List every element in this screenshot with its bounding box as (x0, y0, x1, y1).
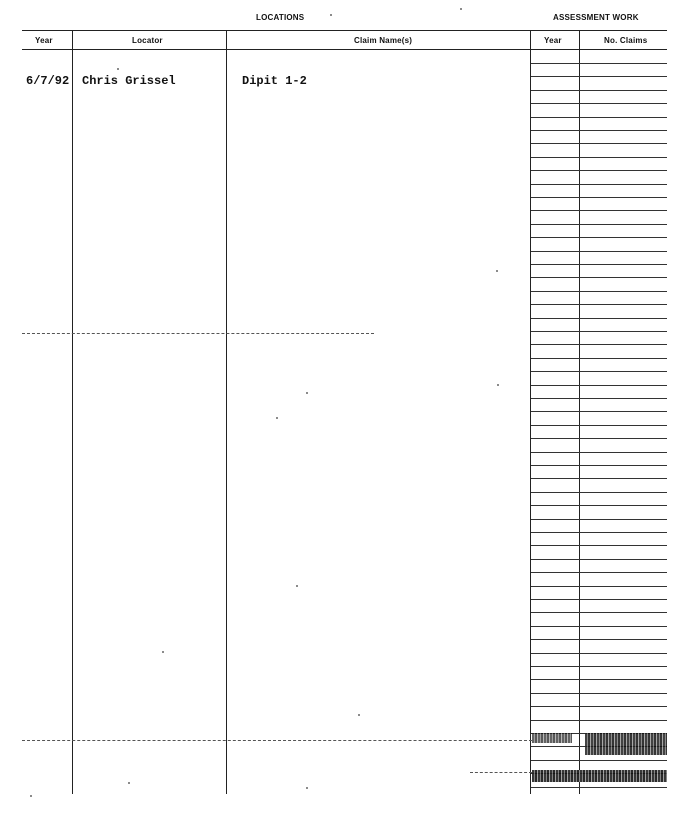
aw-rule-line (531, 693, 667, 694)
entry-locator: Chris Grissel (82, 74, 176, 88)
aw-rule-line (531, 599, 667, 600)
divider-year-locator (72, 30, 73, 794)
aw-rule-line (531, 572, 667, 573)
aw-rule-line (531, 103, 667, 104)
aw-rule-line (531, 626, 667, 627)
aw-rule-line (531, 224, 667, 225)
aw-rule-line (531, 505, 667, 506)
aw-rule-line (531, 679, 667, 680)
scan-speck (276, 417, 278, 419)
aw-rule-line (531, 117, 667, 118)
aw-rule-line (531, 519, 667, 520)
aw-rule-line (531, 170, 667, 171)
aw-rule-line (531, 358, 667, 359)
aw-rule-line (531, 197, 667, 198)
scan-speck (460, 8, 462, 10)
col-claim-names-header: Claim Name(s) (354, 36, 413, 45)
aw-rule-line (531, 532, 667, 533)
scan-speck (497, 384, 499, 386)
aw-rule-line (531, 264, 667, 265)
scan-smudge (585, 733, 667, 755)
aw-rule-line (531, 639, 667, 640)
aw-rule-line (531, 411, 667, 412)
scan-speck (358, 714, 360, 716)
aw-rule-line (531, 76, 667, 77)
col-aw-no-claims-header: No. Claims (604, 36, 648, 45)
scan-speck (162, 651, 164, 653)
scan-speck (330, 14, 332, 16)
aw-rule-line (531, 385, 667, 386)
entry-claim-name: Dipit 1-2 (242, 74, 307, 88)
aw-rule-line (531, 291, 667, 292)
dashed-separator-bottom (470, 772, 532, 773)
assessment-work-header: ASSESSMENT WORK (553, 13, 639, 22)
aw-rule-line (531, 787, 667, 788)
col-locator-header: Locator (132, 36, 163, 45)
scan-speck (496, 270, 498, 272)
entry-year: 6/7/92 (26, 74, 70, 88)
scan-speck (296, 585, 298, 587)
aw-rule-line (531, 559, 667, 560)
aw-rule-line (531, 304, 667, 305)
scan-speck (30, 795, 32, 797)
aw-rule-line (531, 438, 667, 439)
scan-smudge (532, 770, 667, 782)
aw-rule-line (531, 210, 667, 211)
aw-rule-line (531, 251, 667, 252)
aw-rule-line (531, 653, 667, 654)
aw-rule-line (531, 586, 667, 587)
scan-smudge (532, 733, 572, 743)
scan-speck (128, 782, 130, 784)
scan-speck (117, 68, 119, 70)
aw-rule-line (531, 612, 667, 613)
aw-rule-line (531, 465, 667, 466)
aw-rule-line (531, 157, 667, 158)
aw-rule-line (531, 344, 667, 345)
aw-rule-line (531, 760, 667, 761)
aw-rule-line (531, 184, 667, 185)
aw-rule-line (531, 331, 667, 332)
header-bottom-rule (22, 49, 667, 50)
dashed-separator-mid (22, 333, 374, 334)
aw-rule-line (531, 90, 667, 91)
aw-rule-line (531, 478, 667, 479)
aw-rule-line (531, 545, 667, 546)
col-year-header: Year (35, 36, 53, 45)
aw-rule-line (531, 425, 667, 426)
aw-rule-line (531, 318, 667, 319)
aw-rule-line (531, 63, 667, 64)
col-aw-year-header: Year (544, 36, 562, 45)
aw-rule-line (531, 143, 667, 144)
aw-rule-line (531, 452, 667, 453)
aw-rule-line (531, 371, 667, 372)
aw-rule-line (531, 492, 667, 493)
aw-rule-line (531, 398, 667, 399)
dashed-separator-lower (22, 740, 532, 741)
aw-rule-line (531, 706, 667, 707)
scan-speck (306, 392, 308, 394)
divider-locator-claims (226, 30, 227, 794)
aw-rule-line (531, 666, 667, 667)
aw-rule-line (531, 130, 667, 131)
header-top-rule (22, 30, 667, 31)
aw-rule-line (531, 277, 667, 278)
locations-header: LOCATIONS (256, 13, 305, 22)
aw-rule-line (531, 720, 667, 721)
aw-rule-line (531, 237, 667, 238)
scan-speck (306, 787, 308, 789)
